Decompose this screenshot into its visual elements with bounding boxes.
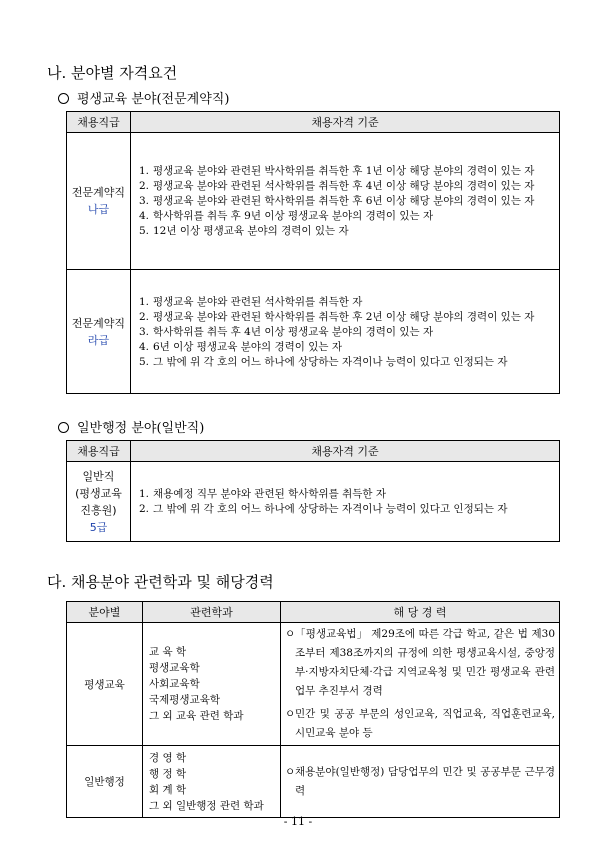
list-item: 2. 평생교육 분야와 관련된 석사학위를 취득한 후 4년 이상 해당 분야의 경력이 있는 자	[139, 180, 535, 192]
list-item: ㅇ 채용분야(일반행정) 담당업무의 민간 및 공공부문 근무경력	[285, 765, 555, 797]
depts-cell: 교 육 학 평생교육학 사회교육학 국제평생교육학 그 외 교육 관련 학과	[143, 623, 281, 746]
table-row	[67, 462, 560, 542]
grade-cell: 전문계약직 나급	[67, 133, 131, 270]
grade-cell: 일반직 (평생교육 진흥원) 5급	[67, 462, 131, 542]
header-criteria: 채용자격 기준	[131, 441, 560, 462]
list-item: 4. 학사학위를 취득 후 9년 이상 평생교육 분야의 경력이 있는 자	[139, 210, 434, 222]
list-item: 5. 그 밖에 위 각 호의 어느 하나에 상당하는 자격이나 능력이 있다고 인정되는 자	[139, 355, 508, 368]
list-item: 2. 그 밖에 위 각 호의 어느 하나에 상당하는 자격이나 능력이 있다고 인정되는 자	[139, 503, 508, 515]
career-cell	[281, 746, 560, 818]
subsection-general-admin	[58, 417, 204, 436]
list-item: 5. 12년 이상 평생교육 분야의 경력이 있는 자	[139, 225, 349, 237]
list-item: 2. 평생교육 분야와 관련된 학사학위를 취득한 후 2년 이상 해당 분야의 경력이 있는 자	[139, 310, 535, 323]
table-row	[67, 746, 560, 818]
table-row	[67, 133, 560, 270]
criteria-cell	[131, 270, 560, 394]
subsection-title: 일반행정 분야(일반직)	[77, 421, 205, 436]
table-row	[67, 623, 560, 746]
header-depts: 관련학과	[143, 602, 281, 623]
subsection-title: 평생교육 분야(전문계약직)	[77, 92, 230, 107]
section-title-da: 다. 채용분야 관련학과 및 해당경력	[47, 573, 274, 591]
header-career: 해 당 경 력	[281, 602, 560, 623]
list-item: ㅇ 「평생교육법」 제29조에 따른 각급 학교, 같은 법 제30조부터 제38조까지의 규정에 의한 평생교육시설, 중앙정부·지방자치단체·각급 지역교육청 및 민간 평생교육 관련업무 추진부서 경력	[285, 628, 555, 697]
qualification-table-lifelong	[66, 111, 560, 394]
list-item: 4. 6년 이상 평생교육 분야의 경력이 있는 자	[139, 340, 342, 353]
criteria-cell	[131, 462, 560, 542]
criteria-cell	[131, 133, 560, 270]
page-number: - 11 -	[283, 815, 313, 828]
header-criteria: 채용자격 기준	[131, 112, 560, 133]
depts-cell: 경 영 학 행 정 학 회 계 학 그 외 일반행정 관련 학과	[143, 746, 281, 818]
field-cell: 일반행정	[67, 746, 143, 818]
department-career-table	[66, 601, 560, 818]
list-item: 1. 채용예정 직무 분야와 관련된 학사학위를 취득한 자	[139, 488, 387, 500]
qualification-table-admin	[66, 440, 560, 542]
list-item: 3. 평생교육 분야와 관련된 학사학위를 취득한 후 6년 이상 해당 분야의 경력이 있는 자	[139, 195, 535, 207]
table-row	[67, 270, 560, 394]
header-field: 분야별	[67, 602, 143, 623]
grade-cell: 전문계약직 라급	[67, 270, 131, 394]
career-cell	[281, 623, 560, 746]
list-item: 1. 평생교육 분야와 관련된 박사학위를 취득한 후 1년 이상 해당 분야의 경력이 있는 자	[139, 165, 535, 177]
header-grade: 채용직급	[67, 441, 131, 462]
list-item: 1. 평생교육 분야와 관련된 석사학위를 취득한 자	[139, 295, 363, 308]
list-item: 3. 학사학위를 취득 후 4년 이상 평생교육 분야의 경력이 있는 자	[139, 325, 434, 338]
field-cell: 평생교육	[67, 623, 143, 746]
list-item: ㅇ 민간 및 공공 부문의 성인교육, 직업교육, 직업훈련교육, 시민교육 분야 등	[285, 708, 555, 739]
circle-bullet-icon	[58, 422, 69, 433]
circle-bullet-icon	[58, 93, 69, 104]
subsection-lifelong-education	[58, 88, 229, 107]
header-grade: 채용직급	[67, 112, 131, 133]
section-title-na: 나. 분야별 자격요건	[47, 64, 178, 82]
